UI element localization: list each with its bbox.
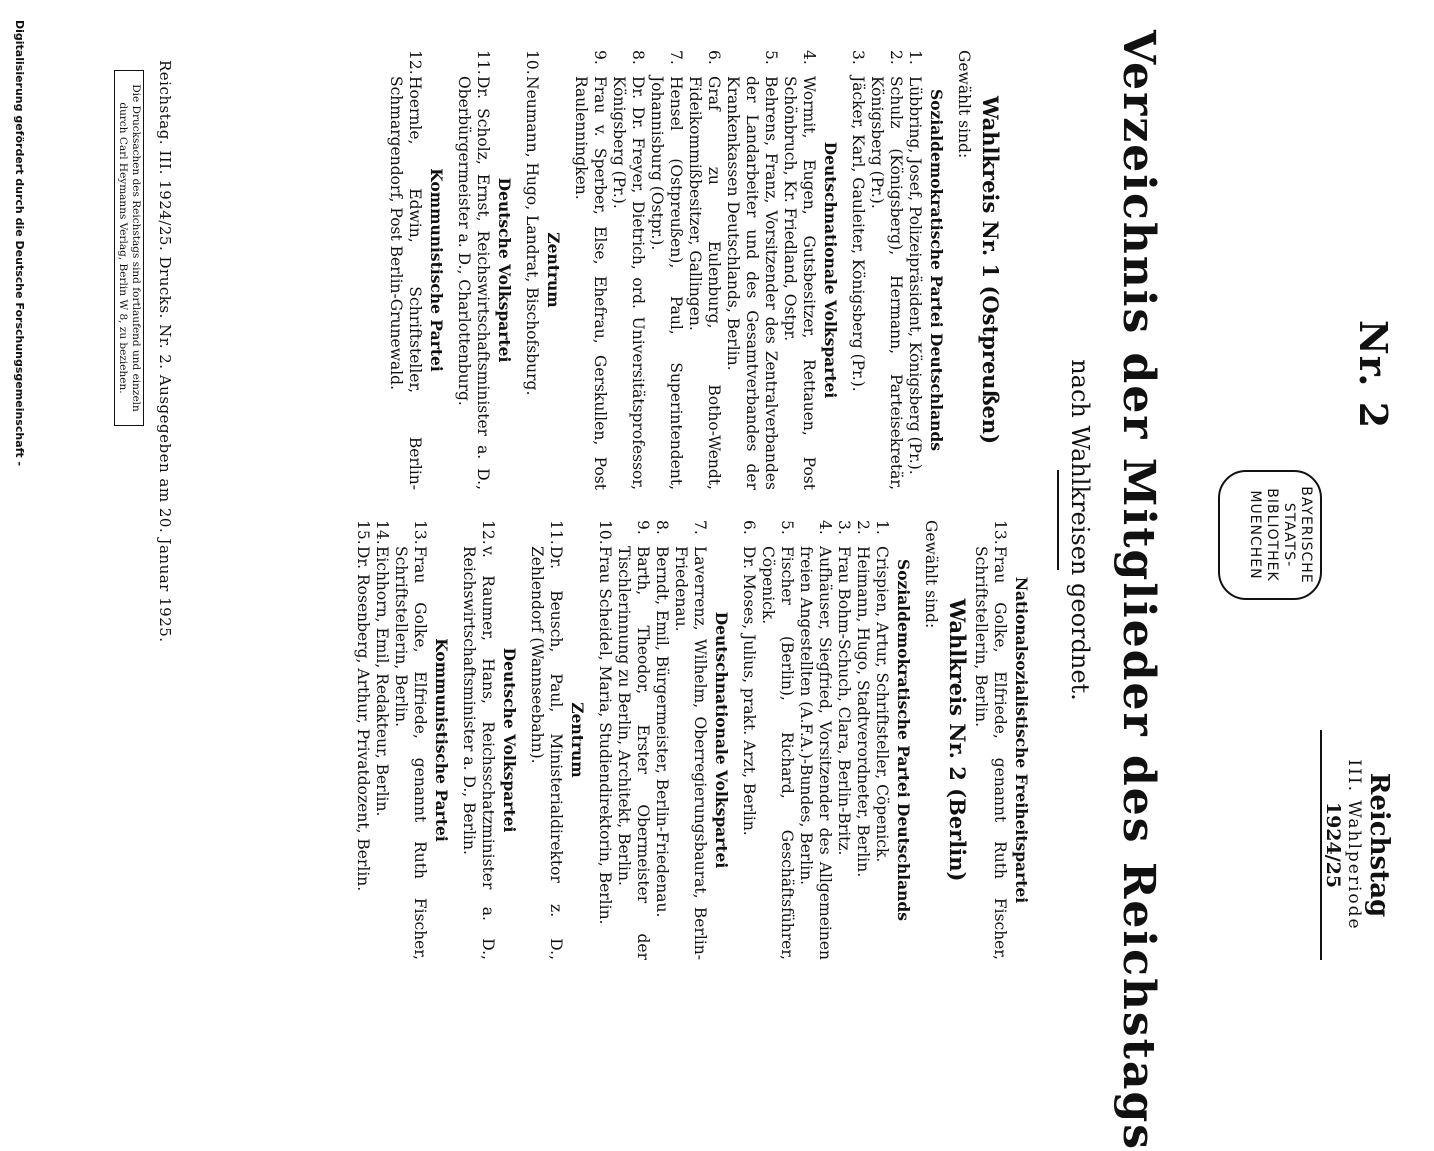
member-entry xyxy=(652,520,671,960)
entry-number: 7. xyxy=(667,50,685,65)
entry-number: 2. xyxy=(854,520,872,535)
gewaehlt-label: Gewählt sind: xyxy=(955,50,973,159)
entry-number: 6. xyxy=(705,50,723,65)
document-subtitle: nach Wahlkreisen geordnet. xyxy=(1066,359,1094,701)
member-entry xyxy=(796,520,834,960)
document-title: Verzeichnis der Mitglieder des Reichstags xyxy=(1113,30,1164,1151)
entry-text: Eichhorn, Emil, Redakteur, Berlin. xyxy=(373,546,391,817)
member-entry xyxy=(758,520,796,960)
entry-text: Wormit, Eugen, Gutsbesitzer, Rettauen, Post Schönbruch, Kr. Friedland, Ostpr. xyxy=(781,76,818,490)
entry-text: v. Raumer, Hans, Reichsschatzminister a. D., Reichswirtschaftsminister a. D., Berlin. xyxy=(460,546,497,960)
entry-number: 11. xyxy=(474,50,492,75)
member-entry xyxy=(905,50,924,490)
member-entry xyxy=(571,50,609,490)
party-heading: Deutschnationale Volkspartei xyxy=(821,141,840,399)
entry-text: Heimann, Hugo, Stadtverordneter, Berlin. xyxy=(854,546,872,878)
member-entry xyxy=(459,520,497,960)
member-entry xyxy=(527,520,565,960)
column-left xyxy=(386,50,1004,490)
entry-number: 8. xyxy=(629,50,647,65)
entry-text: Fischer (Berlin), Richard, Geschäftsführer, Cöpenick. xyxy=(759,546,796,960)
footer-line: Reichstag. III. 1924/25. Drucks. Nr. 2. Ausgegeben am 20. Januar 1925. xyxy=(156,60,174,643)
entry-number: 11. xyxy=(547,520,565,545)
entry-text: Dr. Moses, Julius, prakt. Arzt, Berlin. xyxy=(740,546,758,836)
party-heading: Deutsche Volkspartei xyxy=(495,177,514,363)
entry-text: Berndt, Emil, Bürgermeister, Berlin-Friedenau. xyxy=(653,546,671,918)
member-entry xyxy=(614,520,652,960)
member-entry xyxy=(780,50,818,490)
member-entry xyxy=(522,50,541,490)
member-entry xyxy=(595,520,614,960)
column-right xyxy=(353,520,1039,960)
member-entry xyxy=(739,520,758,960)
entry-text: Dr. Scholz, Ernst, Reichswirtschaftsminister a. D., Oberbürgermeister a. D., Charlottenburg. xyxy=(455,76,492,490)
member-entry xyxy=(391,520,429,960)
entry-number: 1. xyxy=(873,520,891,535)
entry-number: 6. xyxy=(740,520,758,535)
entry-text: Frau Bohm-Schuch, Clara, Berlin-Britz. xyxy=(835,546,853,856)
party-heading: Kommunistische Partei xyxy=(427,168,446,372)
entry-text: Frau v. Sperber, Else, Ehefrau, Gerskullen, Post Raulenningken. xyxy=(572,76,609,490)
member-entry xyxy=(872,520,891,960)
member-entry xyxy=(386,50,424,490)
entry-number: 1. xyxy=(906,50,924,65)
entry-text: Schulz (Königsberg), Hermann, Parteisekretär, Königsberg (Pr.). xyxy=(868,76,905,490)
entry-text: Dr. Rosenberg, Arthur, Privatdozent, Berlin. xyxy=(354,546,372,892)
entry-number: 3. xyxy=(835,520,853,535)
stamp-line: BIBLIOTHEK xyxy=(1264,488,1280,582)
wahlkreis-heading: Wahlkreis Nr. 1 (Ostpreußen) xyxy=(978,95,1003,445)
notice-line: Die Drucksachen des Reichstags sind fortlaufend und einzeln xyxy=(130,84,142,412)
party-heading: Deutsche Volkspartei xyxy=(500,647,519,833)
party-heading: Kommunistische Partei xyxy=(432,638,451,842)
gewaehlt-label: Gewählt sind: xyxy=(922,520,940,629)
entry-number: 9. xyxy=(634,520,652,535)
member-entry xyxy=(848,50,867,490)
member-entry xyxy=(454,50,492,490)
stamp-line: STAATS- xyxy=(1281,502,1297,568)
divider xyxy=(1057,470,1059,570)
entry-text: Laverrenz, Wilhelm, Oberregierungsbaurat, Berlin-Friedenau. xyxy=(672,546,709,960)
entry-number: 14. xyxy=(373,520,391,545)
member-entry xyxy=(853,520,872,960)
member-entry xyxy=(609,50,647,490)
entry-text: Aufhäuser, Siegfried, Vorsitzender des Allgemeinen freien Angestellten (A.F.A.)-Bundes, Berlin. xyxy=(797,546,834,960)
member-entry xyxy=(971,520,1009,960)
entry-number: 15. xyxy=(354,520,372,545)
library-stamp xyxy=(1218,470,1322,600)
entry-text: Jäcker, Karl, Gauleiter, Königsberg (Pr.). xyxy=(849,76,867,392)
stamp-line: MUENCHEN xyxy=(1247,490,1263,580)
wahlperiode-label: III. Wahlperiode xyxy=(1344,759,1364,931)
entry-text: Frau Golke, Elfriede, genannt Ruth Fischer, Schriftstellerin, Berlin. xyxy=(392,546,429,960)
member-entry xyxy=(372,520,391,960)
entry-text: Dr. Dr. Freyer, Dietrich, ord. Universitätsprofessor, Königsberg (Pr.). xyxy=(610,76,647,490)
entry-text: Barth, Theodor, Erster Obermeister der Tischlerinnung zu Berlin, Architekt, Berlin. xyxy=(615,546,652,960)
document-number: Nr. 2 xyxy=(1351,320,1396,430)
reichstag-header xyxy=(1320,730,1394,960)
member-entry xyxy=(723,50,780,490)
entry-number: 3. xyxy=(849,50,867,65)
wahlkreis-heading: Wahlkreis Nr. 2 (Berlin) xyxy=(945,598,970,882)
entry-number: 13. xyxy=(991,520,1009,545)
entry-number: 12. xyxy=(479,520,497,545)
entry-number: 5. xyxy=(762,50,780,65)
entry-text: Neumann, Hugo, Landrat, Bischofsburg. xyxy=(523,76,541,396)
party-heading: Deutschnationale Volkspartei xyxy=(712,611,731,869)
years-label: 1924/25 xyxy=(1320,730,1344,960)
member-entry xyxy=(867,50,905,490)
entry-number: 7. xyxy=(691,520,709,535)
entry-text: Hensel (Ostpreußen), Paul, Superintendent, Johannisburg (Ostpr.). xyxy=(648,76,685,490)
member-entry xyxy=(834,520,853,960)
stamp-line: BAYERISCHE xyxy=(1298,486,1314,584)
member-entry xyxy=(671,520,709,960)
entry-number: 4. xyxy=(800,50,818,65)
entry-number: 2. xyxy=(887,50,905,65)
entry-number: 9. xyxy=(591,50,609,65)
party-heading: Nationalsozialistische Freiheitspartei xyxy=(1012,576,1031,904)
member-entry xyxy=(647,50,685,490)
party-heading: Zentrum xyxy=(544,232,563,308)
member-entry xyxy=(353,520,372,960)
entry-text: Crispien, Artur, Schriftsteller, Cöpenick. xyxy=(873,546,891,863)
entry-text: Behrens, Franz, Vorsitzender des Zentralverbandes der Landarbeiter und des Gesamtverbandes der Krankenkassen Deutschlands, Berlin. xyxy=(724,76,780,490)
reichstag-label: Reichstag xyxy=(1364,772,1394,918)
entry-number: 4. xyxy=(816,520,834,535)
entry-number: 8. xyxy=(653,520,671,535)
entry-number: 10. xyxy=(596,520,614,545)
entry-text: Lübbring, Josef, Polizeipräsident, Königsberg (Pr.). xyxy=(906,76,924,475)
entry-text: Dr. Beusch, Paul, Ministerialdirektor z. D., Zehlendorf (Wannseebahn). xyxy=(528,546,565,960)
party-heading: Sozialdemokratische Partei Deutschlands xyxy=(894,559,913,921)
entry-text: Hoernle, Edwin, Schriftsteller, Berlin-Schmargendorf, Post Berlin-Grunewald. xyxy=(387,76,424,490)
entry-number: 5. xyxy=(778,520,796,535)
digitization-credit: Digitalisierung gefördert durch die Deutsche Forschungsgemeinschaft - xyxy=(13,20,26,467)
entry-text: Graf zu Eulenburg, Botho-Wendt, Fideikommißbesitzer, Gallingen. xyxy=(686,76,723,490)
member-entry xyxy=(685,50,723,490)
entry-number: 12. xyxy=(406,50,424,75)
party-heading: Sozialdemokratische Partei Deutschlands xyxy=(927,89,946,451)
entry-text: Frau Golke, Elfriede, genannt Ruth Fischer, Schriftstellerin, Berlin. xyxy=(972,546,1009,960)
entry-text: Frau Scheidel, Maria, Studiendirektorin, Berlin. xyxy=(596,546,614,925)
notice-line: durch Carl Heymanns Verlag, Berlin W 8, zu beziehen. xyxy=(117,102,129,394)
footer-notice-box xyxy=(114,70,144,426)
party-heading: Zentrum xyxy=(568,702,587,778)
entry-number: 10. xyxy=(523,50,541,75)
entry-number: 13. xyxy=(411,520,429,545)
